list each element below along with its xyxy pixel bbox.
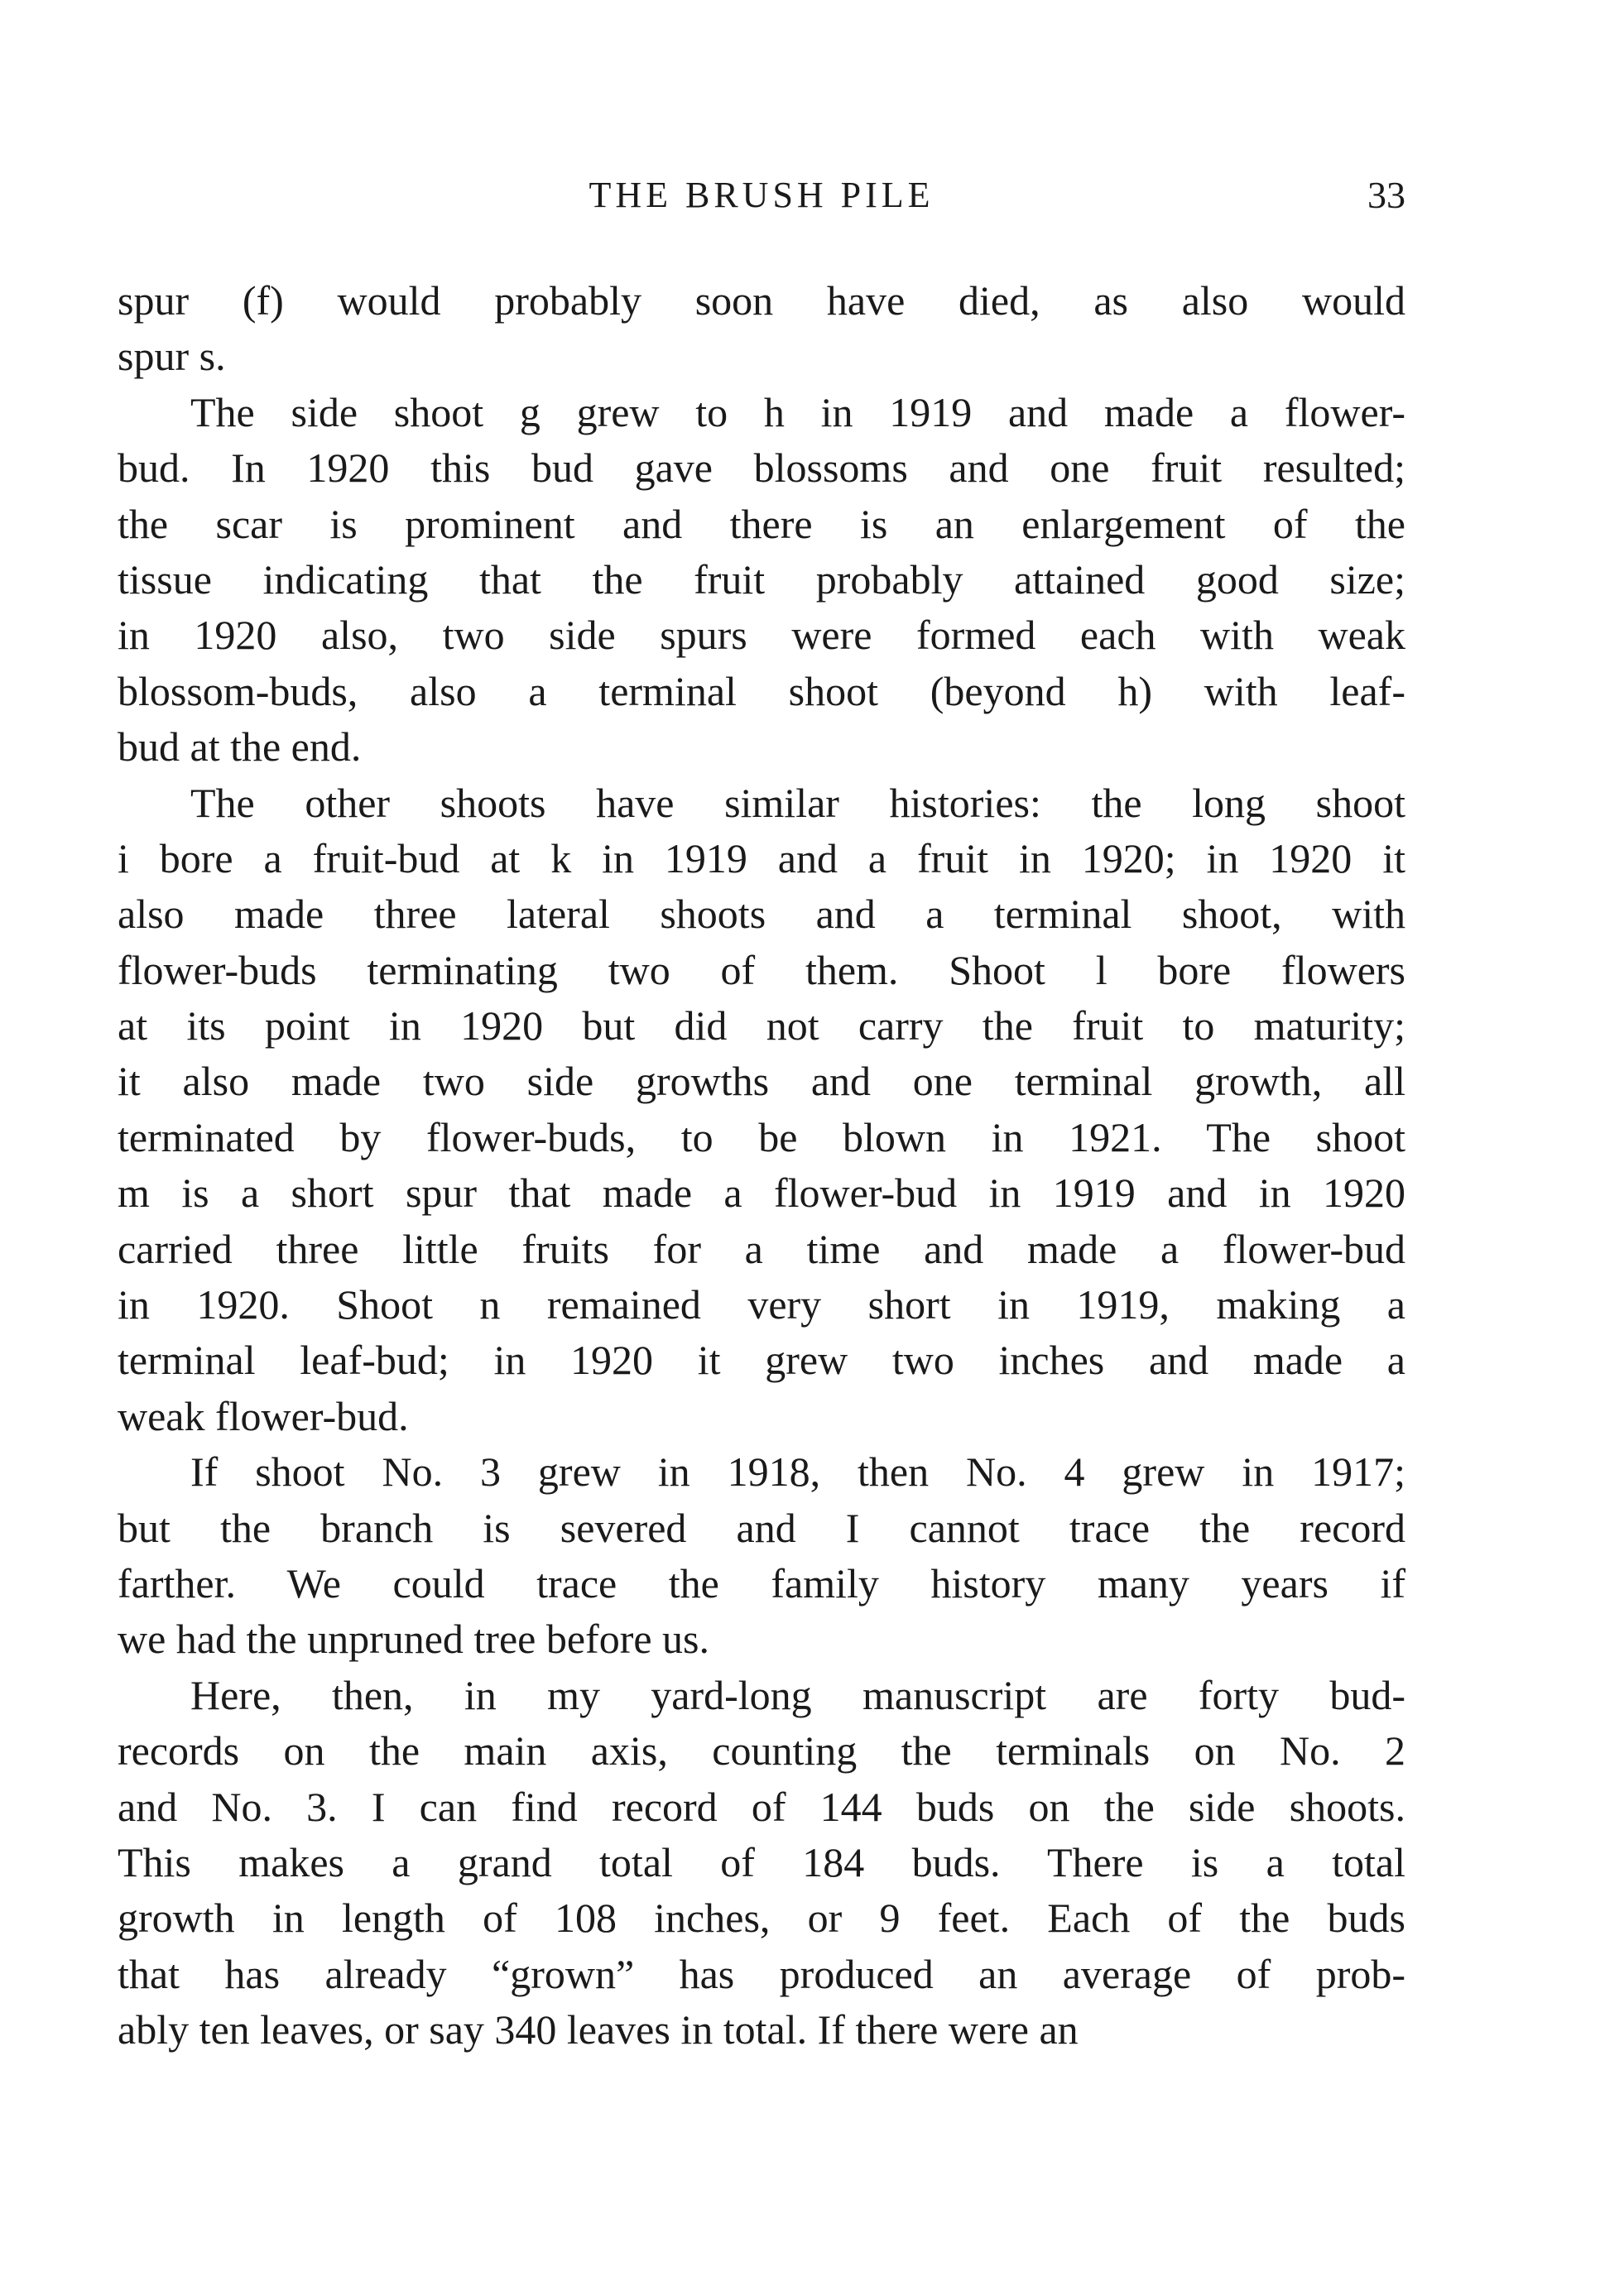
- text-line: that has already “grown” has produced an average of prob-: [118, 1950, 1405, 1997]
- running-head: [118, 171, 1405, 220]
- paragraph: [118, 776, 1405, 1445]
- text-line: m is a short spur that made a flower-bud in 1919 and in 1920: [118, 1170, 1405, 1217]
- text-line: If shoot No. 3 grew in 1918, then No. 4 grew in 1917;: [190, 1448, 1405, 1496]
- paragraph: [118, 385, 1405, 776]
- running-title: THE BRUSH PILE: [589, 175, 935, 215]
- body-text: [118, 273, 1405, 2058]
- text-line: This makes a grand total of 184 buds. There is a total: [118, 1838, 1405, 1885]
- text-line: terminated by flower-buds, to be blown in 1921. The shoot: [118, 1113, 1405, 1160]
- text-line: farther. We could trace the family history many years if: [118, 1559, 1405, 1607]
- text-line: blossom-buds, also a terminal shoot (beyond h) with leaf-: [118, 667, 1405, 714]
- text-line: tissue indicating that the fruit probably attained good size;: [118, 555, 1405, 603]
- text-line: ably ten leaves, or say 340 leaves in total. If there were an: [118, 2006, 1079, 2053]
- text-line: growth in length of 108 inches, or 9 feet. Each of the buds: [118, 1895, 1405, 1942]
- text-line: also made three lateral shoots and a terminal shoot, with: [118, 891, 1405, 938]
- paragraph: [118, 273, 1405, 385]
- text-line: in 1920. Shoot n remained very short in 1919, making a: [118, 1281, 1405, 1328]
- text-line: flower-buds terminating two of them. Shoot l bore flowers: [118, 946, 1405, 993]
- text-line: records on the main axis, counting the terminals on No. 2: [118, 1727, 1405, 1775]
- text-line: spur (f) would probably soon have died, as also would: [118, 277, 1405, 324]
- text-line: at its point in 1920 but did not carry the fruit to maturity;: [118, 1002, 1405, 1049]
- text-line: the scar is prominent and there is an enlargement of the: [118, 500, 1405, 547]
- text-line: Here, then, in my yard-long manuscript are forty bud-: [190, 1671, 1405, 1718]
- text-line: terminal leaf-bud; in 1920 it grew two inches and made a: [118, 1337, 1405, 1384]
- paragraph: [118, 1668, 1405, 2058]
- text-line: and No. 3. I can find record of 144 buds on the side shoots.: [118, 1783, 1405, 1830]
- text-line: i bore a fruit-bud at k in 1919 and a fruit in 1920; in 1920 it: [118, 834, 1405, 881]
- text-line: weak flower-bud.: [118, 1392, 409, 1439]
- text-line: bud. In 1920 this bud gave blossoms and one fruit resulted;: [118, 444, 1405, 492]
- text-line: The other shoots have similar histories: the long shoot: [190, 779, 1405, 826]
- page-number: 33: [1367, 174, 1405, 216]
- text-line: we had the unpruned tree before us.: [118, 1616, 709, 1663]
- text-line: carried three little fruits for a time and made a flower-bud: [118, 1225, 1405, 1272]
- paragraph: [118, 1444, 1405, 1668]
- text-line: bud at the end.: [118, 723, 362, 771]
- text-line: spur s.: [118, 333, 226, 380]
- text-line: it also made two side growths and one terminal growth, all: [118, 1058, 1405, 1105]
- text-line: but the branch is severed and I cannot trace the record: [118, 1504, 1405, 1551]
- text-line: in 1920 also, two side spurs were formed each with weak: [118, 612, 1405, 659]
- text-line: The side shoot g grew to h in 1919 and made a flower-: [190, 388, 1405, 435]
